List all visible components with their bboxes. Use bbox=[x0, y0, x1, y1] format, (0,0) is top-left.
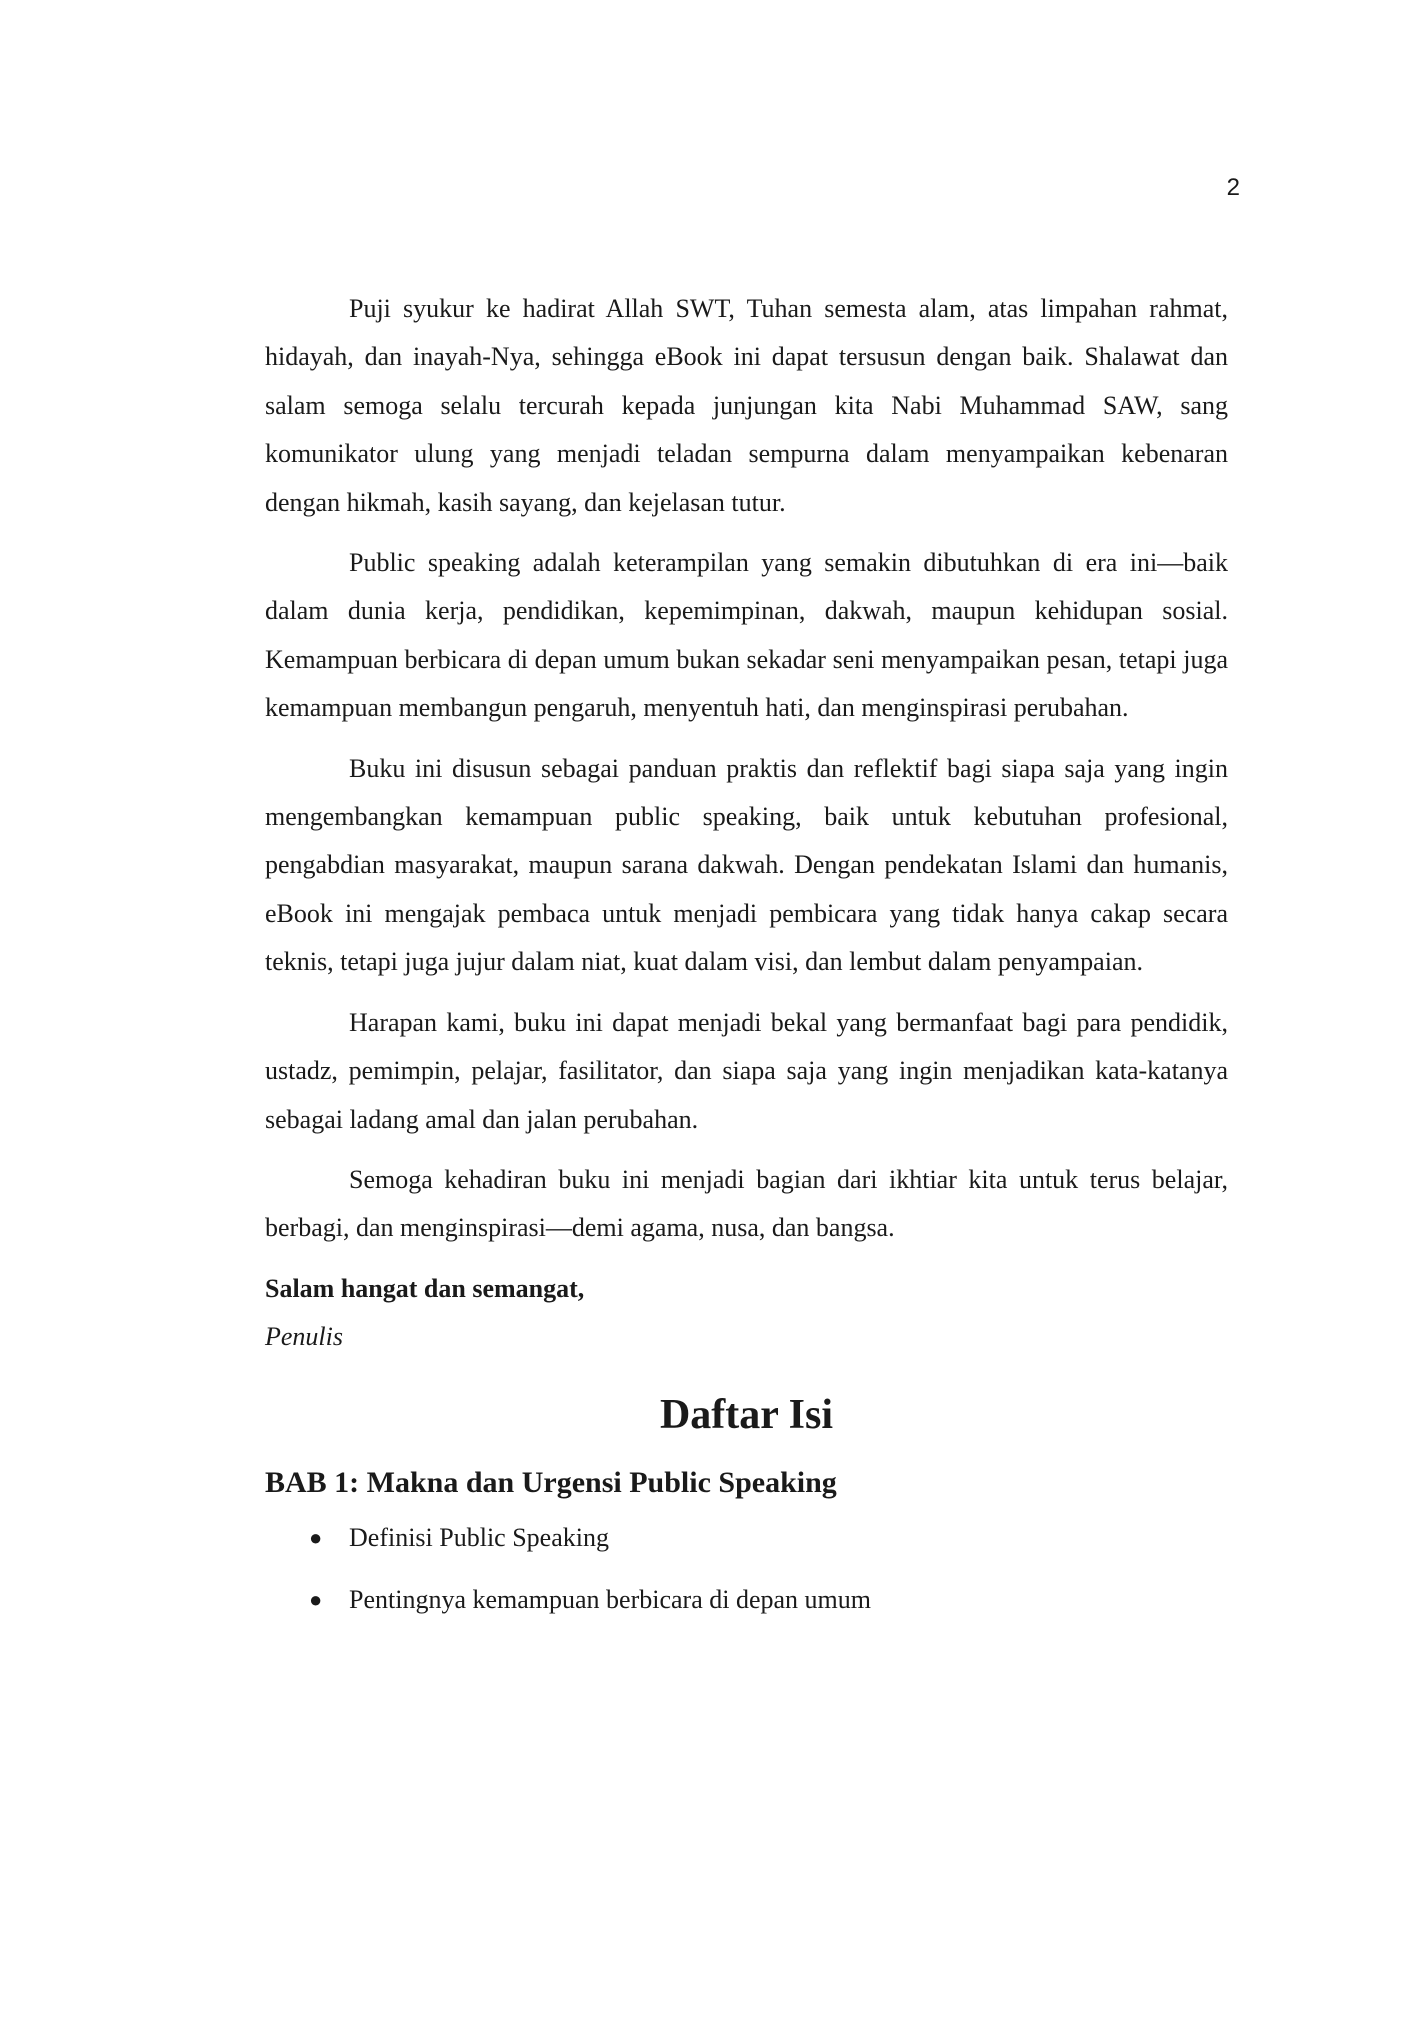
closing-greeting: Salam hangat dan semangat, bbox=[265, 1273, 585, 1303]
list-item bbox=[265, 1581, 1228, 1619]
list-item-text: Pentingnya kemampuan berbicara di depan umum bbox=[349, 1584, 872, 1614]
preface-paragraph: Semoga kehadiran buku ini menjadi bagian dari ikhtiar kita untuk terus belajar, berbagi, dan menginspirasi—demi agama, nusa, dan bangsa. bbox=[265, 1164, 1228, 1243]
toc-chapter bbox=[265, 1463, 1228, 1619]
list-item bbox=[265, 1519, 1228, 1557]
preface-paragraph: Public speaking adalah keterampilan yang semakin dibutuhkan di era ini—baik dalam dunia kerja, pendidikan, kepemimpinan, dakwah, maupun kehidupan sosial. Kemampuan berbicara di depan umum bukan sekadar seni menyampaikan pesan, tetapi juga kemampuan membangun pengaruh, menyentuh hati, dan menginspirasi perubahan. bbox=[265, 548, 1228, 723]
bullet-icon: ● bbox=[309, 1524, 323, 1550]
author-signature: Penulis bbox=[265, 1321, 343, 1351]
bullet-icon: ● bbox=[309, 1586, 323, 1612]
page-number: 2 bbox=[1226, 174, 1240, 201]
table-of-contents bbox=[265, 1387, 1228, 1619]
preface-paragraph: Harapan kami, buku ini dapat menjadi bekal yang bermanfaat bagi para pendidik, ustadz, pemimpin, pelajar, fasilitator, dan siapa saja yang ingin menjadikan kata-katanya sebagai ladang amal dan jalan perubahan. bbox=[265, 1007, 1228, 1134]
list-item-text: Definisi Public Speaking bbox=[349, 1522, 609, 1552]
chapter-title: BAB 1: Makna dan Urgensi Public Speaking bbox=[265, 1465, 837, 1499]
preface-paragraph: Buku ini disusun sebagai panduan praktis dan reflektif bagi siapa saja yang ingin mengembangkan kemampuan public speaking, baik untuk kebutuhan profesional, pengabdian masyarakat, maupun sarana dakwah. Dengan pendekatan Islami dan humanis, eBook ini mengajak pembaca untuk menjadi pembicara yang tidak hanya cakap secara teknis, tetapi juga jujur dalam niat, kuat dalam visi, dan lembut dalam penyampaian. bbox=[265, 753, 1228, 977]
preface bbox=[265, 285, 1228, 1361]
page-content bbox=[265, 285, 1228, 1643]
toc-title: Daftar Isi bbox=[659, 1391, 834, 1438]
chapter-item-list bbox=[265, 1519, 1228, 1619]
preface-paragraph: Puji syukur ke hadirat Allah SWT, Tuhan semesta alam, atas limpahan rahmat, hidayah, dan inayah-Nya, sehingga eBook ini dapat tersusun dengan baik. Shalawat dan salam semoga selalu tercurah kepada junjungan kita Nabi Muhammad SAW, sang komunikator ulung yang menjadi teladan sempurna dalam menyampaikan kebenaran dengan hikmah, kasih sayang, dan kejelasan tutur. bbox=[265, 294, 1228, 517]
